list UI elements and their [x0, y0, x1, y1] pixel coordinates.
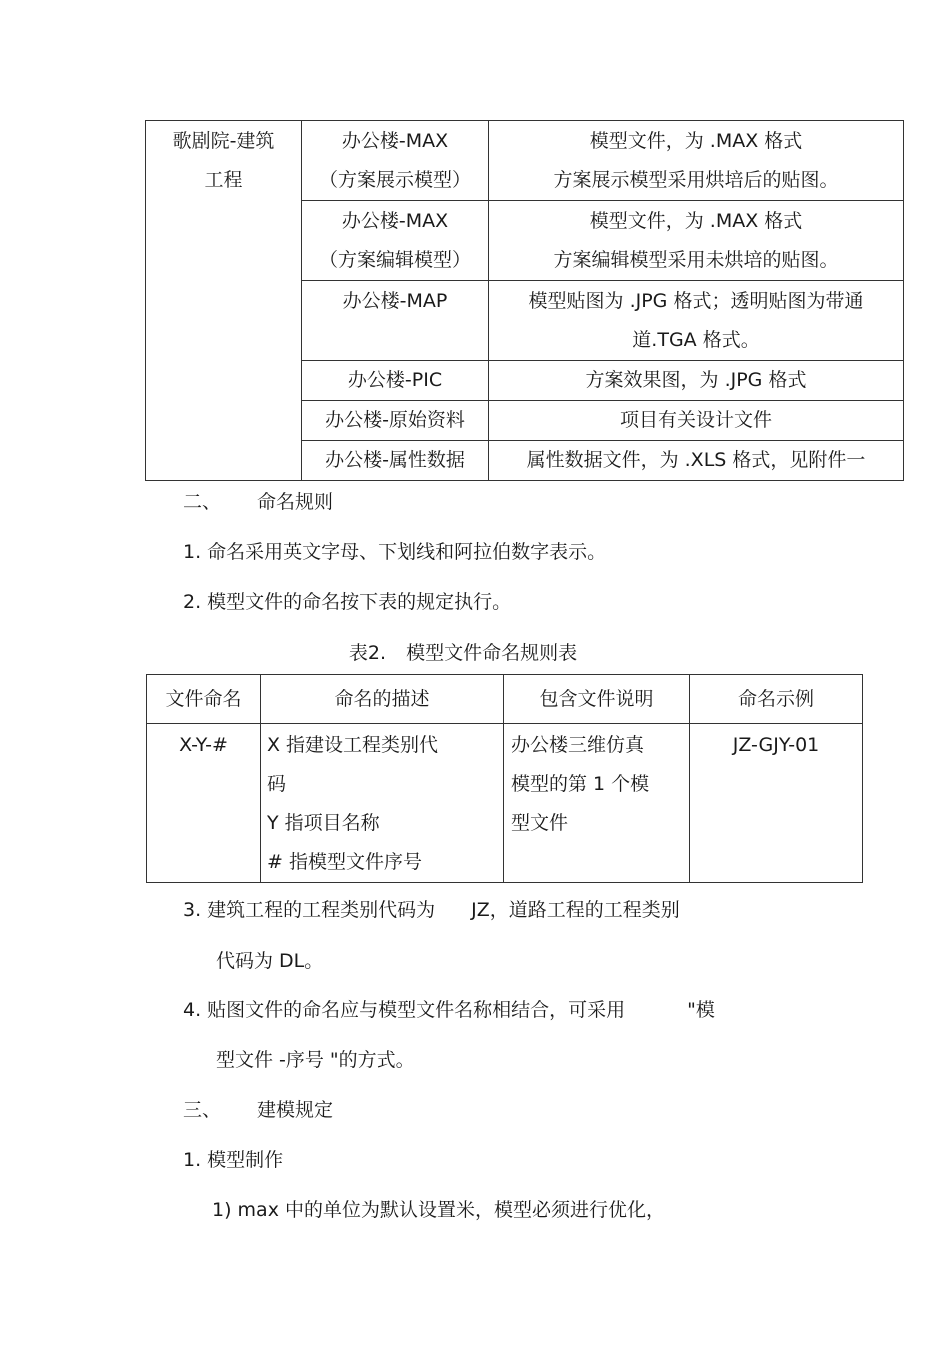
desc-line: Y 指项目名称 [267, 812, 380, 834]
desc-cell [489, 281, 904, 361]
table-caption [0, 640, 926, 666]
desc-text: 模型贴图为 .JPG 格式；透明贴图为带通 [528, 290, 864, 312]
desc-line: 码 [267, 773, 287, 795]
file-structure-table [145, 120, 904, 481]
name-cell: 办公楼-属性数据 [302, 441, 489, 481]
text-run: 4. 贴图文件的命名应与模型文件名称相结合，可采用 [183, 999, 626, 1021]
desc-line: # 指模型文件序号 [267, 851, 422, 873]
name-text: （方案展示模型） [318, 169, 471, 191]
group-cell [146, 121, 302, 481]
desc-cell: 属性数据文件，为 .XLS 格式，见附件一 [489, 441, 904, 481]
paragraph: 1. 模型制作 [183, 1149, 284, 1171]
paragraph: 1. 命名采用英文字母、下划线和阿拉伯数字表示。 [183, 541, 607, 563]
name-text: 办公楼-MAX [341, 130, 449, 152]
name-text: （方案编辑模型） [318, 249, 471, 271]
example-cell: JZ-GJY-01 [690, 724, 863, 883]
header-cell: 文件命名 [147, 675, 261, 724]
desc-line: X 指建设工程类别代 [267, 734, 439, 756]
heading-number: 三、 [183, 1099, 222, 1121]
desc-text: 方案编辑模型采用未烘培的贴图。 [553, 249, 839, 271]
desc-text: 模型文件，为 .MAX 格式 [589, 210, 803, 232]
text-run: JZ，道路工程的工程类别 [471, 899, 680, 921]
name-cell: 办公楼-PIC [302, 361, 489, 401]
paragraph: 1) max 中的单位为默认设置米，模型必须进行优化， [212, 1199, 665, 1221]
header-cell: 包含文件说明 [504, 675, 690, 724]
desc-cell: 方案效果图，为 .JPG 格式 [489, 361, 904, 401]
section-heading [183, 489, 333, 515]
desc-cell [261, 724, 504, 883]
paragraph: 型文件 -序号 "的方式。 [216, 1049, 415, 1071]
header-cell: 命名的描述 [261, 675, 504, 724]
naming-rule-table [146, 674, 863, 883]
name-text: 办公楼-MAX [341, 210, 449, 232]
header-cell: 命名示例 [690, 675, 863, 724]
paragraph: 2. 模型文件的命名按下表的规定执行。 [183, 591, 512, 613]
group-label: 工程 [204, 169, 243, 191]
paragraph [183, 997, 715, 1023]
text-run: 3. 建筑工程的工程类别代码为 [183, 899, 436, 921]
heading-number: 二、 [183, 491, 222, 513]
section-heading [183, 1097, 333, 1123]
text-run: "模 [687, 999, 715, 1021]
note-line: 型文件 [511, 812, 569, 834]
name-cell [302, 201, 489, 281]
note-line: 办公楼三维仿真 [511, 734, 645, 756]
desc-text: 方案展示模型采用烘培后的贴图。 [553, 169, 839, 191]
desc-text: 模型文件，为 .MAX 格式 [589, 130, 803, 152]
paragraph: 代码为 DL。 [216, 950, 324, 972]
name-cell: X-Y-# [147, 724, 261, 883]
caption-text: 模型文件命名规则表 [406, 642, 578, 664]
name-cell [302, 281, 489, 361]
group-label: 歌剧院-建筑 [172, 130, 275, 152]
desc-text: 道.TGA 格式。 [632, 329, 760, 351]
name-cell: 办公楼-原始资料 [302, 401, 489, 441]
name-text: 办公楼-MAP [342, 290, 448, 312]
desc-cell [489, 121, 904, 201]
heading-text: 命名规则 [257, 491, 334, 513]
desc-cell [489, 201, 904, 281]
name-cell [302, 121, 489, 201]
paragraph [183, 897, 680, 923]
note-line: 模型的第 1 个模 [511, 773, 650, 795]
note-cell [504, 724, 690, 883]
desc-cell: 项目有关设计文件 [489, 401, 904, 441]
heading-text: 建模规定 [257, 1099, 334, 1121]
caption-number: 表2. [348, 642, 387, 664]
